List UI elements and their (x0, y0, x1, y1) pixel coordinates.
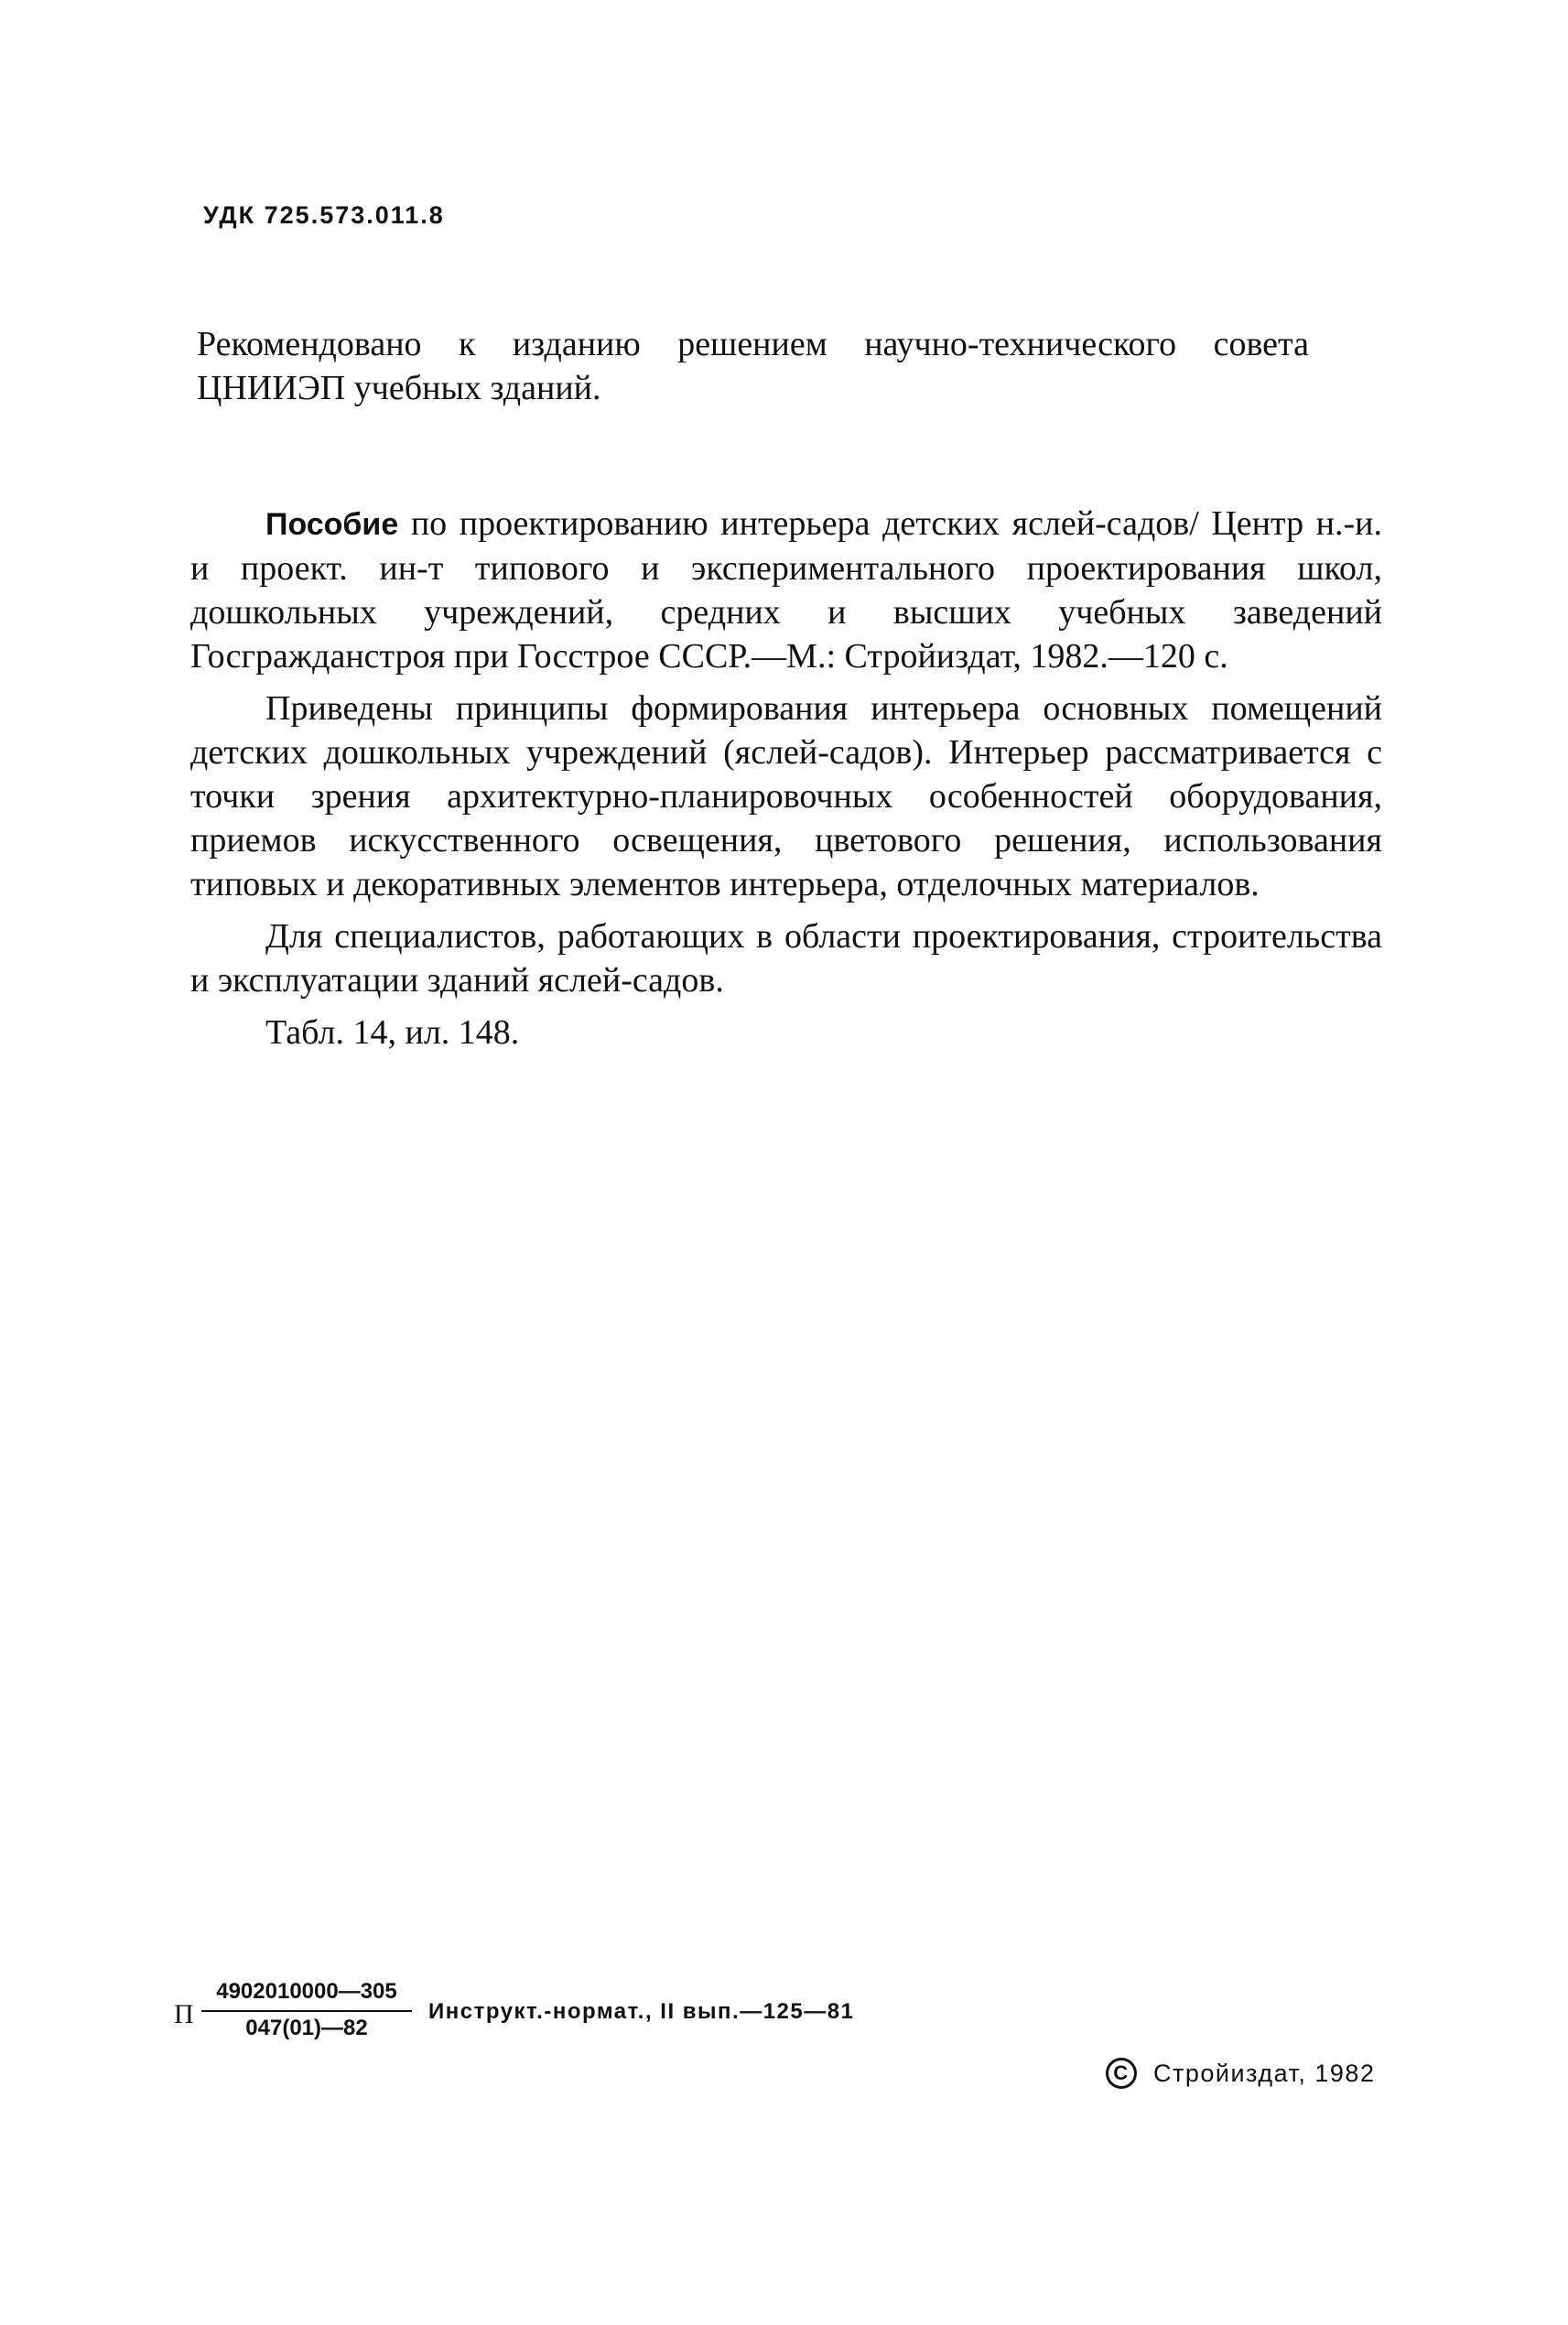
imprint-description: Инструкт.-нормат., II вып.—125—81 (428, 1999, 855, 2024)
tables-illustrations-note: Табл. 14, ил. 148. (265, 1013, 520, 1052)
audience-paragraph: Для специалистов, работающих в области проектирования, строительства и эксплуатации зданий яслей-садов. (190, 917, 1382, 1000)
imprint-numerator: 4902010000—305 (201, 1979, 412, 2012)
copyright-icon: C (1106, 2058, 1137, 2089)
abstract-block (190, 502, 1382, 1063)
recommendation-note: Рекомендовано к изданию решением научно-технического совета ЦНИИЭП учебных зданий. (197, 325, 1309, 407)
bibliographic-text: по проектированию интерьера детских яслей-садов/ Центр н.-и. и проект. ин-т типового и экспериментального проектирования школ, дошкольных учреждений, средних и высших учебных заведений Госгражданстроя при Госстрое СССР.—М.: Стройиздат, 1982.—120 с. (190, 504, 1382, 676)
bibliographic-entry (190, 502, 1382, 678)
copyright-text: Стройиздат, 1982 (1153, 2059, 1376, 2087)
description-paragraph: Приведены принципы формирования интерьера основных помещений детских дошкольных учреждений (яслей-садов). Интерьер рассматривается с точки зрения архитектурно-планировочных особенностей оборудования, приемов искусственного освещения, цветового решения, использования типовых и декоративных элементов интерьера, отделочных материалов. (190, 689, 1382, 903)
copyright-notice (1106, 2058, 1375, 2089)
udk-code: УДК 725.573.011.8 (203, 201, 445, 229)
imprint-denominator: 047(01)—82 (245, 2016, 368, 2040)
lead-word: Пособие (265, 507, 399, 542)
imprint-letter: П (174, 1999, 194, 2029)
imprint-fraction (201, 1979, 412, 2041)
